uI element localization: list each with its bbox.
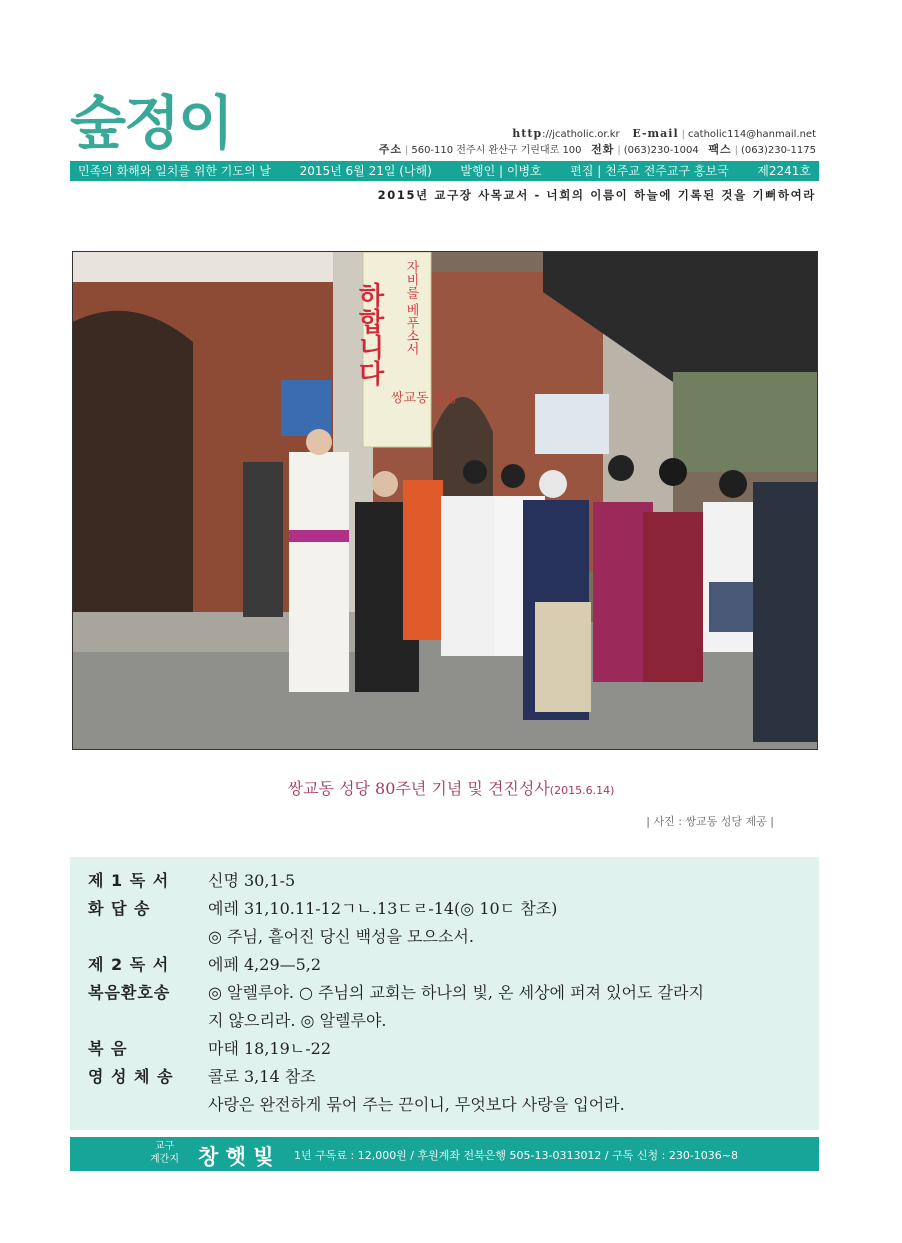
reading-text: 콜로 3,14 참조 xyxy=(208,1067,316,1086)
reading-text: 신명 30,1-5 xyxy=(208,871,296,890)
caption-main: 쌍교동 성당 80주년 기념 및 견진성사 xyxy=(287,779,550,798)
pastoral-motto: 2015년 교구장 사목교서 - 너희의 이름이 하늘에 기록된 것을 기뻐하여라 xyxy=(377,188,816,202)
observance-day: 민족의 화해와 일치를 위한 기도의 날 xyxy=(78,164,271,178)
email-address: catholic114@hanmail.net xyxy=(688,129,816,140)
reading-text: ◎ 주님, 흩어진 당신 백성을 모으소서. xyxy=(208,927,474,946)
banner-big-text: 하합니다 xyxy=(354,282,384,386)
reading-label: 제 1 독 서 xyxy=(88,871,170,890)
reading-row xyxy=(70,1063,819,1091)
reading-text: 에페 4,29—5,2 xyxy=(208,955,322,974)
reading-row xyxy=(70,1091,819,1119)
reading-row xyxy=(70,923,819,951)
publisher: 발행인 | 이병호 xyxy=(460,164,542,178)
footer-logo: 창 햇 빛 xyxy=(198,1144,274,1169)
reading-label xyxy=(70,1091,188,1119)
celebration-photo xyxy=(73,252,817,749)
website-url: ://jcatholic.or.kr xyxy=(542,129,620,140)
footer-small-line1: 교구 xyxy=(154,1141,175,1152)
masthead-title: 숲정이 xyxy=(70,89,233,157)
reading-text: 예레 31,10.11-12ㄱㄴ.13ㄷㄹ-14(◎ 10ㄷ 참조) xyxy=(208,899,558,918)
reading-label xyxy=(70,1007,188,1035)
http-label: http xyxy=(512,127,543,140)
reading-text: ◎ 알렐루야. ○ 주님의 교회는 하나의 빛, 온 세상에 퍼져 있어도 갈라지 xyxy=(208,983,704,1002)
photo-credit: | 사진 : 쌍교동 성당 제공 | xyxy=(646,815,774,828)
reading-label: 제 2 독 서 xyxy=(88,955,170,974)
reading-row xyxy=(70,951,819,979)
subscription-info: 1년 구독료 : 12,000원 / 후원계좌 전북은행 505-13-0313012 / 구독 신청 : 230-1036~8 xyxy=(294,1149,739,1162)
banner-small-text: 자비를 베푸소서 xyxy=(403,260,419,356)
reading-text: 지 않으리라. ◎ 알렐루야. xyxy=(208,1011,387,1030)
address-text: 560-110 전주시 완산구 기린대로 100 xyxy=(411,145,582,156)
address-label: 주소 xyxy=(378,143,402,156)
reading-row xyxy=(70,1035,819,1063)
contact-info: http://jcatholic.or.kr E-mail | catholic114@hanmail.net 주소 | 560-110 전주시 완산구 기린대로 100 전화 | (063)230-1004 팩스 | (063)230-1175 xyxy=(378,127,816,156)
editor: 편집 | 천주교 전주교구 홍보국 xyxy=(570,164,729,178)
info-bar xyxy=(70,161,819,181)
issue-date: 2015년 6월 21일 (나해) xyxy=(299,164,432,178)
fax-number: (063)230-1175 xyxy=(740,145,816,156)
readings-box xyxy=(70,857,819,1130)
photo-caption xyxy=(0,776,902,799)
reading-row xyxy=(70,1007,819,1035)
fax-label: 팩스 xyxy=(708,143,732,156)
email-label: E-mail xyxy=(632,127,679,140)
banner-church-text: 쌍교동 성당 xyxy=(391,391,458,406)
reading-label: 화 답 송 xyxy=(88,899,151,918)
issue-number: 제2241호 xyxy=(757,164,811,178)
footer-magazine-type xyxy=(150,1140,179,1166)
reading-row xyxy=(70,867,819,895)
reading-row xyxy=(70,895,819,923)
caption-date: (2015.6.14) xyxy=(549,784,615,797)
phone-label: 전화 xyxy=(591,143,615,156)
reading-label: 복음환호송 xyxy=(88,983,171,1002)
reading-row xyxy=(70,979,819,1007)
reading-text: 사랑은 완전하게 묶어 주는 끈이니, 무엇보다 사랑을 입어라. xyxy=(208,1095,625,1114)
cover-photo xyxy=(72,251,818,750)
footer-small-line2: 계간지 xyxy=(150,1154,179,1165)
footer-bar xyxy=(70,1137,819,1171)
reading-label: 영 성 체 송 xyxy=(88,1067,174,1086)
reading-label xyxy=(70,923,188,951)
phone-number: (063)230-1004 xyxy=(623,145,699,156)
reading-text: 마태 18,19ㄴ-22 xyxy=(208,1039,332,1058)
reading-label: 복 음 xyxy=(88,1039,128,1058)
